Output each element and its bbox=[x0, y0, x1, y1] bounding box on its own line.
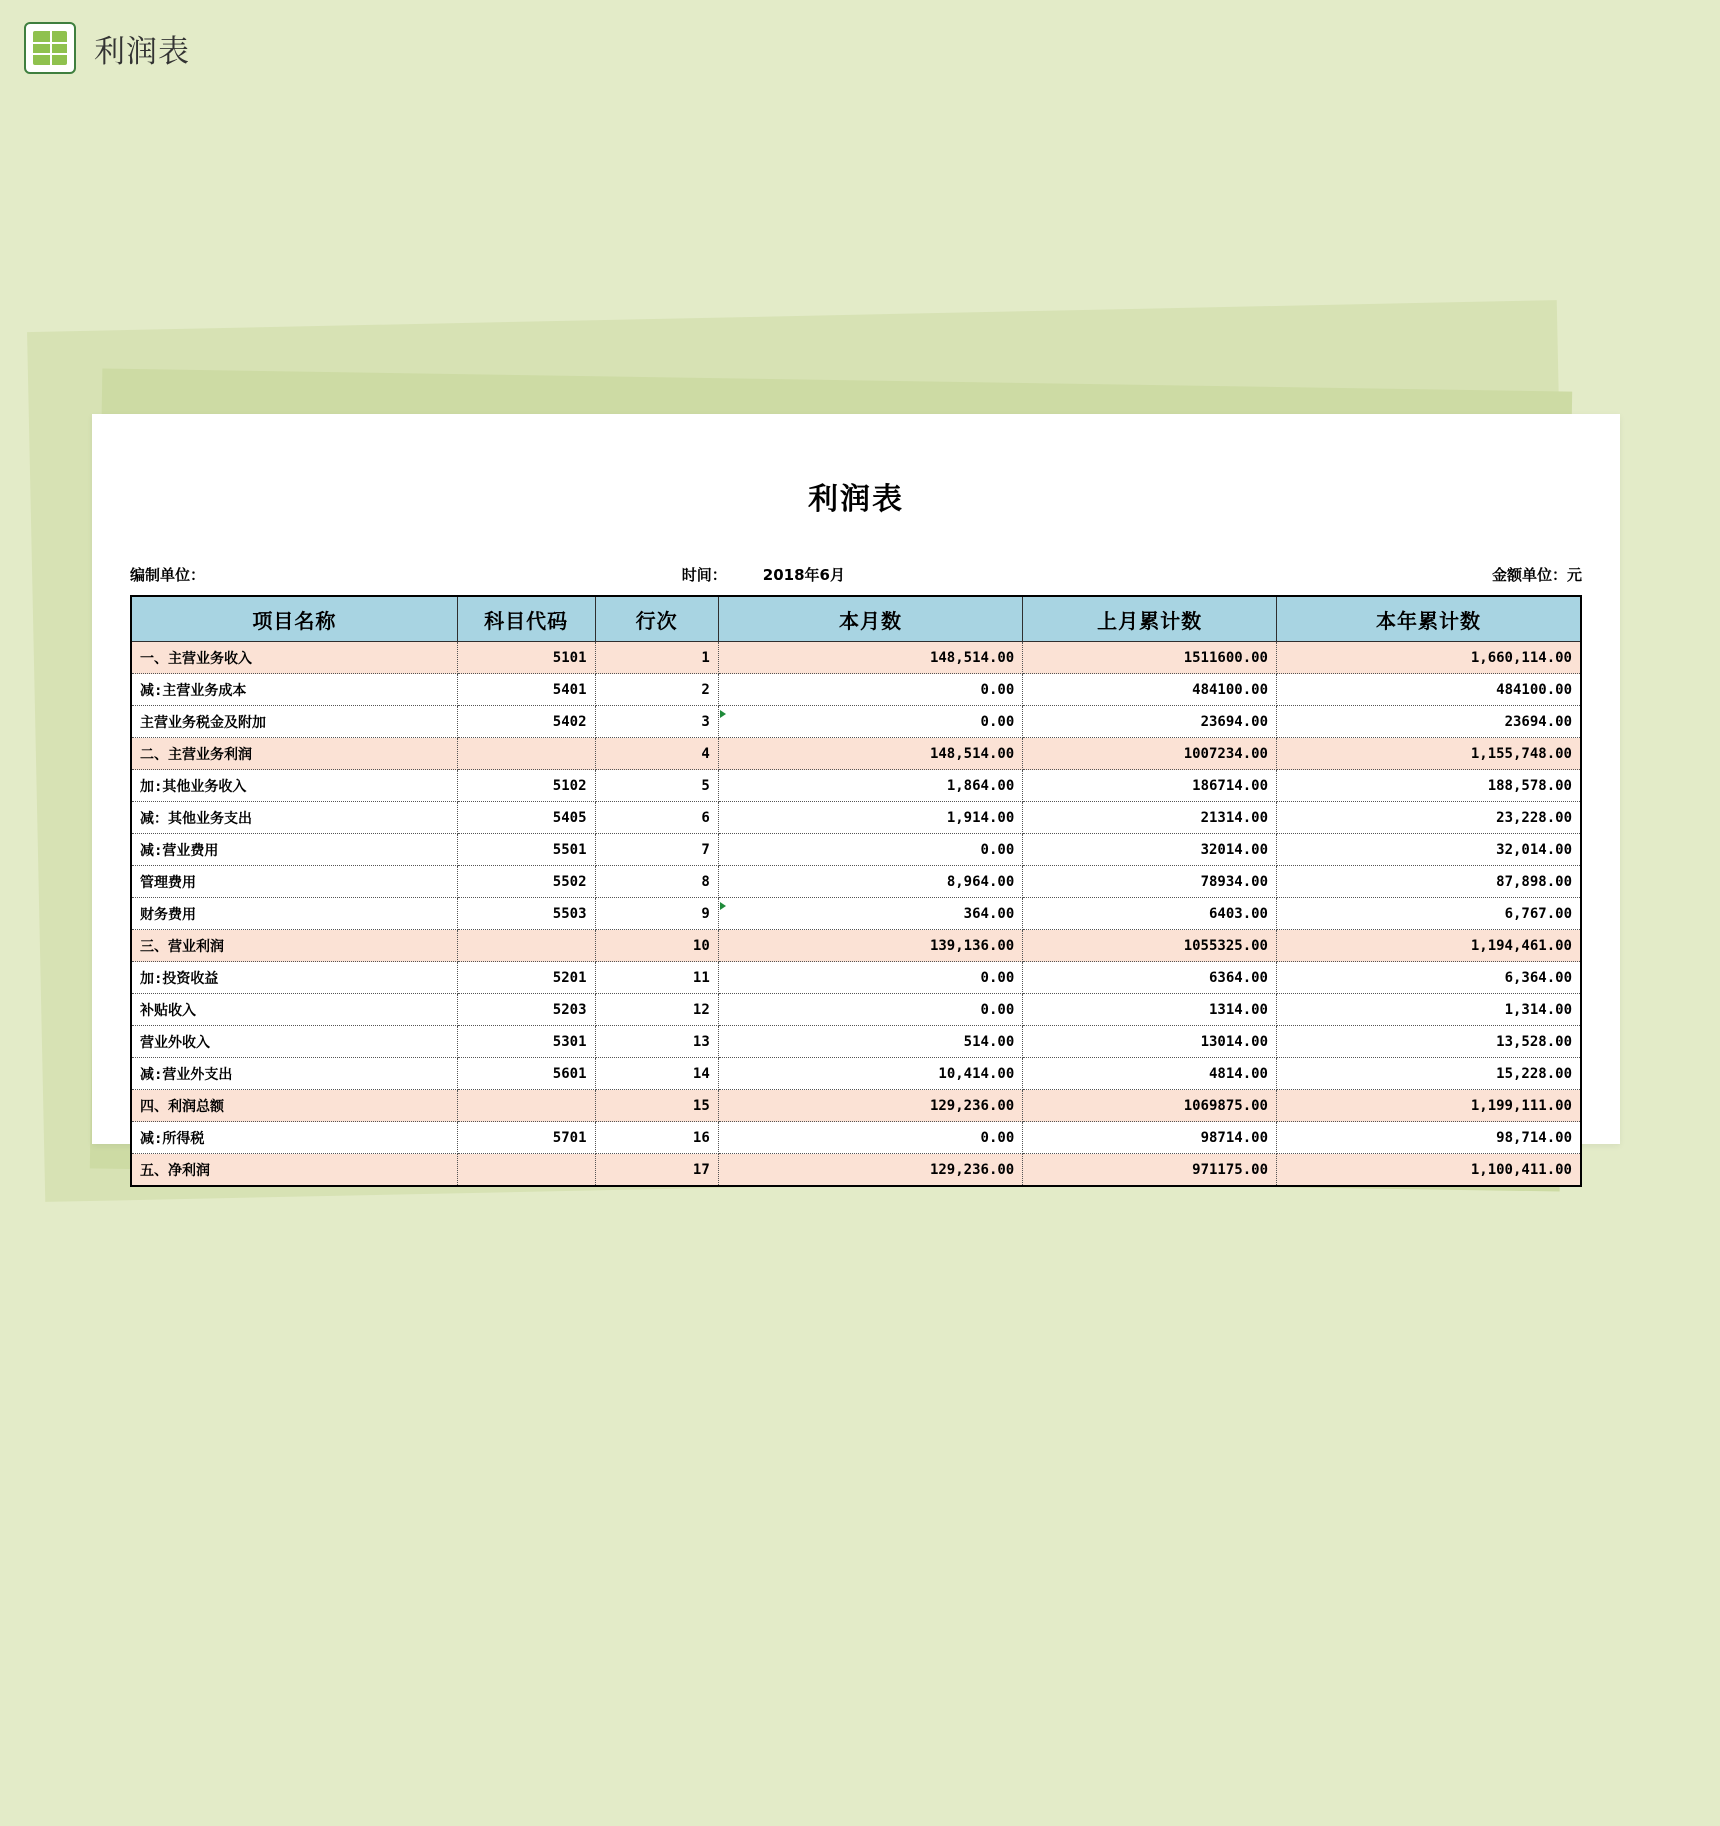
cell-year-cumulative: 87,898.00 bbox=[1277, 866, 1582, 898]
cell-month-amount: 1,864.00 bbox=[718, 770, 1023, 802]
cell-line-no: 5 bbox=[595, 770, 718, 802]
cell-last-cumulative: 1069875.00 bbox=[1023, 1090, 1277, 1122]
meta-time-label: 时间： bbox=[681, 566, 727, 584]
cell-item-name: 补贴收入 bbox=[131, 994, 457, 1026]
cell-line-no: 7 bbox=[595, 834, 718, 866]
excel-icon bbox=[24, 22, 76, 74]
cell-line-no: 11 bbox=[595, 962, 718, 994]
cell-year-cumulative: 15,228.00 bbox=[1277, 1058, 1582, 1090]
cell-line-no: 13 bbox=[595, 1026, 718, 1058]
table-row bbox=[131, 898, 1581, 930]
cell-last-cumulative: 186714.00 bbox=[1023, 770, 1277, 802]
cell-last-cumulative: 1007234.00 bbox=[1023, 738, 1277, 770]
cell-subject-code: 5503 bbox=[457, 898, 595, 930]
cell-item-name: 财务费用 bbox=[131, 898, 457, 930]
cell-month-amount: 129,236.00 bbox=[718, 1154, 1023, 1187]
cell-item-name: 减：其他业务支出 bbox=[131, 802, 457, 834]
cell-item-name: 减:所得税 bbox=[131, 1122, 457, 1154]
cell-item-name: 管理费用 bbox=[131, 866, 457, 898]
cell-month-amount: 514.00 bbox=[718, 1026, 1023, 1058]
cell-month-amount: 129,236.00 bbox=[718, 1090, 1023, 1122]
table-row bbox=[131, 706, 1581, 738]
cell-month-amount: 1,914.00 bbox=[718, 802, 1023, 834]
meta-unit-label: 编制单位： bbox=[130, 566, 206, 584]
cell-month-amount-flagged: 0.00 bbox=[718, 706, 1023, 738]
cell-last-cumulative: 4814.00 bbox=[1023, 1058, 1277, 1090]
cell-item-name: 加:其他业务收入 bbox=[131, 770, 457, 802]
table-row bbox=[131, 930, 1581, 962]
cell-subject-code: 5405 bbox=[457, 802, 595, 834]
table-row bbox=[131, 674, 1581, 706]
cell-month-amount: 10,414.00 bbox=[718, 1058, 1023, 1090]
cell-year-cumulative: 13,528.00 bbox=[1277, 1026, 1582, 1058]
table-row bbox=[131, 1090, 1581, 1122]
cell-line-no: 14 bbox=[595, 1058, 718, 1090]
cell-last-cumulative: 98714.00 bbox=[1023, 1122, 1277, 1154]
table-row bbox=[131, 770, 1581, 802]
cell-last-cumulative: 1314.00 bbox=[1023, 994, 1277, 1026]
cell-line-no: 9 bbox=[595, 898, 718, 930]
table-row bbox=[131, 834, 1581, 866]
meta-time bbox=[682, 564, 1234, 585]
cell-subject-code: 5701 bbox=[457, 1122, 595, 1154]
col-code: 科目代码 bbox=[457, 596, 595, 642]
cell-year-cumulative: 32,014.00 bbox=[1277, 834, 1582, 866]
table-row bbox=[131, 994, 1581, 1026]
report-meta bbox=[130, 564, 1582, 585]
cell-item-name: 四、利润总额 bbox=[131, 1090, 457, 1122]
cell-year-cumulative: 1,100,411.00 bbox=[1277, 1154, 1582, 1187]
table-row bbox=[131, 1122, 1581, 1154]
cell-month-amount: 0.00 bbox=[718, 834, 1023, 866]
cell-subject-code: 5203 bbox=[457, 994, 595, 1026]
cell-line-no: 6 bbox=[595, 802, 718, 834]
cell-item-name: 减:营业外支出 bbox=[131, 1058, 457, 1090]
cell-item-name: 主营业务税金及附加 bbox=[131, 706, 457, 738]
cell-month-amount: 0.00 bbox=[718, 994, 1023, 1026]
cell-line-no: 16 bbox=[595, 1122, 718, 1154]
table-row bbox=[131, 1026, 1581, 1058]
cell-month-amount: 0.00 bbox=[718, 674, 1023, 706]
income-statement-table bbox=[130, 595, 1582, 1187]
cell-subject-code: 5502 bbox=[457, 866, 595, 898]
cell-last-cumulative: 23694.00 bbox=[1023, 706, 1277, 738]
cell-month-amount: 148,514.00 bbox=[718, 738, 1023, 770]
table-row bbox=[131, 866, 1581, 898]
cell-year-cumulative: 6,767.00 bbox=[1277, 898, 1582, 930]
cell-year-cumulative: 1,660,114.00 bbox=[1277, 642, 1582, 674]
cell-line-no: 1 bbox=[595, 642, 718, 674]
col-last-total: 上月累计数 bbox=[1023, 596, 1277, 642]
cell-last-cumulative: 484100.00 bbox=[1023, 674, 1277, 706]
col-year-total: 本年累计数 bbox=[1277, 596, 1582, 642]
cell-line-no: 12 bbox=[595, 994, 718, 1026]
cell-item-name: 三、营业利润 bbox=[131, 930, 457, 962]
cell-line-no: 15 bbox=[595, 1090, 718, 1122]
cell-subject-code: 5102 bbox=[457, 770, 595, 802]
cell-last-cumulative: 21314.00 bbox=[1023, 802, 1277, 834]
col-line-no: 行次 bbox=[595, 596, 718, 642]
cell-subject-code: 5301 bbox=[457, 1026, 595, 1058]
cell-month-amount: 0.00 bbox=[718, 962, 1023, 994]
table-row bbox=[131, 1154, 1581, 1187]
cell-last-cumulative: 13014.00 bbox=[1023, 1026, 1277, 1058]
cell-subject-code bbox=[457, 930, 595, 962]
cell-year-cumulative: 484100.00 bbox=[1277, 674, 1582, 706]
report-paper bbox=[92, 414, 1620, 1179]
cell-item-name: 减:营业费用 bbox=[131, 834, 457, 866]
cell-subject-code bbox=[457, 1154, 595, 1187]
cell-last-cumulative: 6364.00 bbox=[1023, 962, 1277, 994]
cell-year-cumulative: 188,578.00 bbox=[1277, 770, 1582, 802]
cell-month-amount: 148,514.00 bbox=[718, 642, 1023, 674]
page-title: 利润表 bbox=[808, 482, 904, 517]
cell-line-no: 4 bbox=[595, 738, 718, 770]
table-row bbox=[131, 962, 1581, 994]
cell-item-name: 二、主营业务利润 bbox=[131, 738, 457, 770]
cell-line-no: 10 bbox=[595, 930, 718, 962]
cell-year-cumulative: 23,228.00 bbox=[1277, 802, 1582, 834]
app-badge bbox=[24, 22, 190, 74]
cell-year-cumulative: 1,199,111.00 bbox=[1277, 1090, 1582, 1122]
cell-year-cumulative: 1,155,748.00 bbox=[1277, 738, 1582, 770]
cell-month-amount: 139,136.00 bbox=[718, 930, 1023, 962]
meta-currency-label: 金额单位：元 bbox=[1491, 566, 1582, 584]
col-month: 本月数 bbox=[718, 596, 1023, 642]
cell-last-cumulative: 1055325.00 bbox=[1023, 930, 1277, 962]
cell-month-amount-flagged: 364.00 bbox=[718, 898, 1023, 930]
cell-year-cumulative: 98,714.00 bbox=[1277, 1122, 1582, 1154]
cell-subject-code: 5402 bbox=[457, 706, 595, 738]
cell-subject-code: 5601 bbox=[457, 1058, 595, 1090]
cell-last-cumulative: 78934.00 bbox=[1023, 866, 1277, 898]
table-row bbox=[131, 642, 1581, 674]
table-row bbox=[131, 802, 1581, 834]
cell-year-cumulative: 1,314.00 bbox=[1277, 994, 1582, 1026]
cell-line-no: 8 bbox=[595, 866, 718, 898]
table-row bbox=[131, 1058, 1581, 1090]
cell-month-amount: 8,964.00 bbox=[718, 866, 1023, 898]
cell-subject-code: 5501 bbox=[457, 834, 595, 866]
cell-year-cumulative: 1,194,461.00 bbox=[1277, 930, 1582, 962]
table-row bbox=[131, 738, 1581, 770]
cell-item-name: 五、净利润 bbox=[131, 1154, 457, 1187]
cell-item-name: 营业外收入 bbox=[131, 1026, 457, 1058]
cell-last-cumulative: 32014.00 bbox=[1023, 834, 1277, 866]
cell-month-amount: 0.00 bbox=[718, 1122, 1023, 1154]
cell-subject-code: 5401 bbox=[457, 674, 595, 706]
cell-year-cumulative: 23694.00 bbox=[1277, 706, 1582, 738]
table-header-row bbox=[131, 596, 1581, 642]
meta-unit bbox=[130, 564, 682, 585]
cell-subject-code: 5201 bbox=[457, 962, 595, 994]
app-title: 利润表 bbox=[94, 33, 190, 70]
cell-year-cumulative: 6,364.00 bbox=[1277, 962, 1582, 994]
cell-subject-code bbox=[457, 1090, 595, 1122]
cell-subject-code: 5101 bbox=[457, 642, 595, 674]
cell-last-cumulative: 1511600.00 bbox=[1023, 642, 1277, 674]
cell-item-name: 加:投资收益 bbox=[131, 962, 457, 994]
cell-item-name: 减:主营业务成本 bbox=[131, 674, 457, 706]
meta-time-value: 2018年6月 bbox=[762, 566, 845, 584]
cell-last-cumulative: 971175.00 bbox=[1023, 1154, 1277, 1187]
col-item-name: 项目名称 bbox=[131, 596, 457, 642]
cell-item-name: 一、主营业务收入 bbox=[131, 642, 457, 674]
cell-line-no: 17 bbox=[595, 1154, 718, 1187]
cell-subject-code bbox=[457, 738, 595, 770]
cell-line-no: 2 bbox=[595, 674, 718, 706]
cell-last-cumulative: 6403.00 bbox=[1023, 898, 1277, 930]
cell-line-no: 3 bbox=[595, 706, 718, 738]
